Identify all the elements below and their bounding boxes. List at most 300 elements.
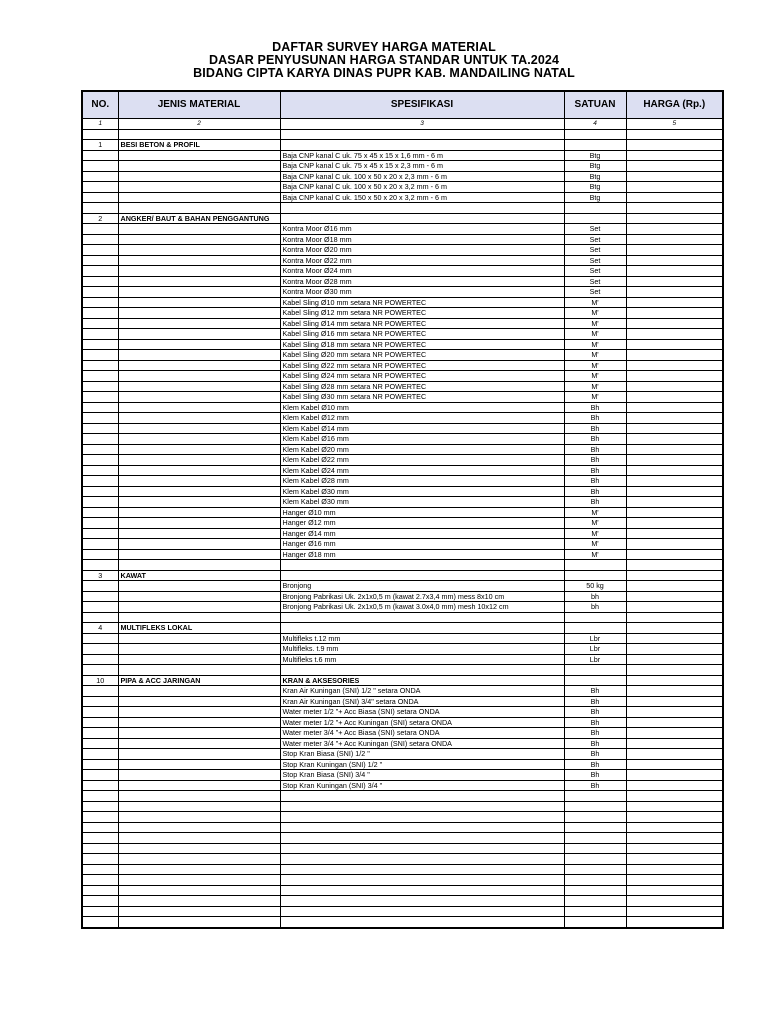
harga-cell	[626, 266, 723, 277]
harga-cell	[626, 896, 723, 907]
satuan-cell	[564, 623, 626, 634]
no-cell	[82, 528, 118, 539]
spesifikasi-cell: Kabel Sling Ø14 mm setara NR POWERTEC	[280, 318, 564, 329]
spesifikasi-cell	[280, 665, 564, 676]
jenis-cell	[118, 875, 280, 886]
table-row	[82, 602, 723, 613]
table-row	[82, 759, 723, 770]
spesifikasi-cell: Baja CNP kanal C uk. 150 x 50 x 20 x 3,2 mm - 6 m	[280, 192, 564, 203]
harga-cell	[626, 801, 723, 812]
harga-cell	[626, 833, 723, 844]
no-cell	[82, 885, 118, 896]
no-cell	[82, 465, 118, 476]
table-row	[82, 350, 723, 361]
satuan-cell: Bh	[564, 696, 626, 707]
no-cell	[82, 402, 118, 413]
spesifikasi-cell	[280, 570, 564, 581]
satuan-cell: M'	[564, 318, 626, 329]
header-no: NO.	[82, 91, 118, 119]
harga-cell	[626, 854, 723, 865]
no-cell	[82, 780, 118, 791]
spesifikasi-cell	[280, 791, 564, 802]
spesifikasi-cell: Baja CNP kanal C uk. 100 x 50 x 20 x 2,3 mm - 6 m	[280, 171, 564, 182]
harga-cell	[626, 287, 723, 298]
harga-cell	[626, 770, 723, 781]
spesifikasi-cell: Stop Kran Kuningan (SNI) 1/2 "	[280, 759, 564, 770]
jenis-cell	[118, 444, 280, 455]
harga-cell	[626, 203, 723, 214]
table-row	[82, 791, 723, 802]
spesifikasi-cell: Stop Kran Biasa (SNI) 3/4 "	[280, 770, 564, 781]
spesifikasi-cell	[280, 906, 564, 917]
spesifikasi-cell: Kran Air Kuningan (SNI) 1/2 " setara ONDA	[280, 686, 564, 697]
jenis-cell	[118, 581, 280, 592]
table-row	[82, 633, 723, 644]
jenis-cell	[118, 360, 280, 371]
jenis-cell	[118, 759, 280, 770]
harga-cell	[626, 549, 723, 560]
satuan-cell: Set	[564, 287, 626, 298]
table-row	[82, 234, 723, 245]
jenis-cell	[118, 654, 280, 665]
table-row	[82, 581, 723, 592]
harga-cell	[626, 350, 723, 361]
harga-cell	[626, 255, 723, 266]
no-cell	[82, 896, 118, 907]
jenis-cell	[118, 896, 280, 907]
no-cell: 4	[82, 623, 118, 634]
jenis-cell	[118, 518, 280, 529]
no-cell	[82, 644, 118, 655]
satuan-cell	[564, 812, 626, 823]
no-cell	[82, 276, 118, 287]
index-cell: 3	[280, 119, 564, 130]
harga-cell	[626, 780, 723, 791]
satuan-cell: Lbr	[564, 633, 626, 644]
jenis-cell	[118, 917, 280, 928]
header-spesifikasi: SPESIFIKASI	[280, 91, 564, 119]
jenis-cell: MULTIFLEKS LOKAL	[118, 623, 280, 634]
no-cell	[82, 854, 118, 865]
no-cell	[82, 822, 118, 833]
table-row	[82, 276, 723, 287]
spesifikasi-cell: Baja CNP kanal C uk. 75 x 45 x 15 x 1,6 mm - 6 m	[280, 150, 564, 161]
no-cell	[82, 833, 118, 844]
harga-cell	[626, 329, 723, 340]
spesifikasi-cell	[280, 875, 564, 886]
jenis-cell	[118, 486, 280, 497]
satuan-cell: M'	[564, 329, 626, 340]
no-cell	[82, 654, 118, 665]
no-cell	[82, 696, 118, 707]
harga-cell	[626, 875, 723, 886]
spesifikasi-cell: Klem Kabel Ø16 mm	[280, 434, 564, 445]
no-cell	[82, 581, 118, 592]
jenis-cell	[118, 203, 280, 214]
spesifikasi-cell: Multifleks t.6 mm	[280, 654, 564, 665]
harga-cell	[626, 539, 723, 550]
jenis-cell	[118, 539, 280, 550]
jenis-cell	[118, 738, 280, 749]
jenis-cell	[118, 423, 280, 434]
no-cell	[82, 413, 118, 424]
harga-cell	[626, 486, 723, 497]
satuan-cell: M'	[564, 371, 626, 382]
jenis-cell	[118, 182, 280, 193]
jenis-cell	[118, 822, 280, 833]
table-row	[82, 801, 723, 812]
harga-cell	[626, 182, 723, 193]
satuan-cell: M'	[564, 392, 626, 403]
table-row	[82, 822, 723, 833]
satuan-cell	[564, 675, 626, 686]
satuan-cell: M'	[564, 539, 626, 550]
no-cell	[82, 843, 118, 854]
jenis-cell	[118, 192, 280, 203]
harga-cell	[626, 444, 723, 455]
satuan-cell: Bh	[564, 402, 626, 413]
no-cell	[82, 308, 118, 319]
satuan-cell	[564, 917, 626, 928]
satuan-cell	[564, 833, 626, 844]
no-cell	[82, 791, 118, 802]
satuan-cell: Lbr	[564, 654, 626, 665]
no-cell	[82, 150, 118, 161]
table-row	[82, 833, 723, 844]
harga-cell	[626, 885, 723, 896]
table-row	[82, 339, 723, 350]
table-row	[82, 434, 723, 445]
table-row	[82, 728, 723, 739]
satuan-cell	[564, 854, 626, 865]
jenis-cell	[118, 245, 280, 256]
jenis-cell	[118, 507, 280, 518]
spesifikasi-cell	[280, 612, 564, 623]
spesifikasi-cell	[280, 833, 564, 844]
table-row	[82, 644, 723, 655]
document-title	[0, 41, 768, 80]
index-cell: 4	[564, 119, 626, 130]
harga-cell	[626, 360, 723, 371]
no-cell	[82, 728, 118, 739]
spesifikasi-cell	[280, 896, 564, 907]
index-cell: 1	[82, 119, 118, 130]
spesifikasi-cell: Hanger Ø18 mm	[280, 549, 564, 560]
jenis-cell: KAWAT	[118, 570, 280, 581]
no-cell	[82, 266, 118, 277]
jenis-cell	[118, 350, 280, 361]
harga-cell	[626, 171, 723, 182]
spesifikasi-cell: Water meter 3/4 "+ Acc Kuningan (SNI) setara ONDA	[280, 738, 564, 749]
section-row	[82, 675, 723, 686]
satuan-cell	[564, 906, 626, 917]
satuan-cell: Bh	[564, 497, 626, 508]
harga-cell	[626, 602, 723, 613]
title-line-2: DASAR PENYUSUNAN HARGA STANDAR UNTUK TA.2024	[208, 53, 560, 67]
harga-cell	[626, 392, 723, 403]
no-cell	[82, 161, 118, 172]
spesifikasi-cell: Stop Kran Kuningan (SNI) 3/4 "	[280, 780, 564, 791]
no-cell	[82, 381, 118, 392]
no-cell	[82, 486, 118, 497]
no-cell: 3	[82, 570, 118, 581]
no-cell	[82, 906, 118, 917]
no-cell	[82, 539, 118, 550]
section-row	[82, 570, 723, 581]
table-row	[82, 266, 723, 277]
jenis-cell	[118, 465, 280, 476]
harga-cell	[626, 213, 723, 224]
table-row	[82, 182, 723, 193]
spesifikasi-cell	[280, 129, 564, 140]
jenis-cell	[118, 644, 280, 655]
no-cell	[82, 392, 118, 403]
index-cell: 2	[118, 119, 280, 130]
table-row	[82, 203, 723, 214]
spesifikasi-cell: Bronjong	[280, 581, 564, 592]
jenis-cell	[118, 728, 280, 739]
table-row	[82, 717, 723, 728]
satuan-cell: M'	[564, 381, 626, 392]
spesifikasi-cell	[280, 213, 564, 224]
satuan-cell: Bh	[564, 434, 626, 445]
table-row	[82, 476, 723, 487]
satuan-cell: M'	[564, 297, 626, 308]
table-row	[82, 455, 723, 466]
harga-cell	[626, 423, 723, 434]
harga-cell	[626, 434, 723, 445]
harga-cell	[626, 150, 723, 161]
harga-cell	[626, 759, 723, 770]
no-cell	[82, 738, 118, 749]
satuan-cell: M'	[564, 549, 626, 560]
table-row	[82, 192, 723, 203]
spesifikasi-cell	[280, 885, 564, 896]
harga-cell	[626, 906, 723, 917]
table-row	[82, 224, 723, 235]
spesifikasi-cell: Hanger Ø16 mm	[280, 539, 564, 550]
jenis-cell	[118, 276, 280, 287]
no-cell	[82, 171, 118, 182]
harga-cell	[626, 633, 723, 644]
table-row	[82, 770, 723, 781]
satuan-cell: Bh	[564, 707, 626, 718]
satuan-cell: Bh	[564, 413, 626, 424]
table-row	[82, 665, 723, 676]
material-price-table	[81, 90, 724, 929]
satuan-cell: Bh	[564, 738, 626, 749]
spesifikasi-cell: Baja CNP kanal C uk. 100 x 50 x 20 x 3,2 mm - 6 m	[280, 182, 564, 193]
spesifikasi-cell: Hanger Ø10 mm	[280, 507, 564, 518]
jenis-cell	[118, 528, 280, 539]
jenis-cell	[118, 318, 280, 329]
no-cell	[82, 497, 118, 508]
jenis-cell	[118, 864, 280, 875]
satuan-cell: Set	[564, 276, 626, 287]
spesifikasi-cell: Kabel Sling Ø24 mm setara NR POWERTEC	[280, 371, 564, 382]
satuan-cell: Bh	[564, 444, 626, 455]
table-row	[82, 329, 723, 340]
harga-cell	[626, 570, 723, 581]
harga-cell	[626, 581, 723, 592]
table-row	[82, 896, 723, 907]
spesifikasi-cell: Water meter 1/2 "+ Acc Kuningan (SNI) setara ONDA	[280, 717, 564, 728]
no-cell: 10	[82, 675, 118, 686]
header-jenis-material: JENIS MATERIAL	[118, 91, 280, 119]
spesifikasi-cell: KRAN & AKSESORIES	[280, 675, 564, 686]
spesifikasi-cell	[280, 822, 564, 833]
harga-cell	[626, 528, 723, 539]
table-row	[82, 560, 723, 571]
jenis-cell	[118, 402, 280, 413]
harga-cell	[626, 276, 723, 287]
no-cell	[82, 759, 118, 770]
harga-cell	[626, 476, 723, 487]
table-row	[82, 780, 723, 791]
harga-cell	[626, 917, 723, 928]
no-cell	[82, 287, 118, 298]
table-row	[82, 885, 723, 896]
spesifikasi-cell	[280, 917, 564, 928]
no-cell	[82, 318, 118, 329]
satuan-cell: Bh	[564, 455, 626, 466]
satuan-cell: Bh	[564, 423, 626, 434]
spesifikasi-cell	[280, 801, 564, 812]
spesifikasi-cell	[280, 140, 564, 151]
harga-cell	[626, 507, 723, 518]
table-row	[82, 413, 723, 424]
jenis-cell: PIPA & ACC JARINGAN	[118, 675, 280, 686]
table-row	[82, 150, 723, 161]
harga-cell	[626, 413, 723, 424]
spesifikasi-cell: Kabel Sling Ø22 mm setara NR POWERTEC	[280, 360, 564, 371]
satuan-cell	[564, 665, 626, 676]
no-cell	[82, 182, 118, 193]
spesifikasi-cell: Kabel Sling Ø28 mm setara NR POWERTEC	[280, 381, 564, 392]
no-cell	[82, 255, 118, 266]
jenis-cell	[118, 770, 280, 781]
no-cell: 2	[82, 213, 118, 224]
harga-cell	[626, 843, 723, 854]
table-row	[82, 707, 723, 718]
harga-cell	[626, 644, 723, 655]
satuan-cell: Lbr	[564, 644, 626, 655]
spesifikasi-cell: Kontra Moor Ø16 mm	[280, 224, 564, 235]
jenis-cell	[118, 455, 280, 466]
table-row	[82, 171, 723, 182]
spesifikasi-cell: Kabel Sling Ø20 mm setara NR POWERTEC	[280, 350, 564, 361]
jenis-cell	[118, 686, 280, 697]
spesifikasi-cell: Kabel Sling Ø12 mm setara NR POWERTEC	[280, 308, 564, 319]
no-cell: 1	[82, 140, 118, 151]
jenis-cell	[118, 413, 280, 424]
no-cell	[82, 875, 118, 886]
jenis-cell	[118, 549, 280, 560]
table-row	[82, 528, 723, 539]
table-row	[82, 696, 723, 707]
satuan-cell	[564, 885, 626, 896]
no-cell	[82, 665, 118, 676]
spesifikasi-cell: Kontra Moor Ø22 mm	[280, 255, 564, 266]
table-row	[82, 161, 723, 172]
no-cell	[82, 549, 118, 560]
harga-cell	[626, 707, 723, 718]
no-cell	[82, 476, 118, 487]
satuan-cell	[564, 129, 626, 140]
table-row	[82, 917, 723, 928]
satuan-cell	[564, 875, 626, 886]
satuan-cell: M'	[564, 528, 626, 539]
jenis-cell: BESI BETON & PROFIL	[118, 140, 280, 151]
jenis-cell	[118, 255, 280, 266]
harga-cell	[626, 245, 723, 256]
table-row	[82, 654, 723, 665]
section-row	[82, 213, 723, 224]
satuan-cell: Set	[564, 266, 626, 277]
satuan-cell: Btg	[564, 161, 626, 172]
harga-cell	[626, 518, 723, 529]
jenis-cell	[118, 476, 280, 487]
spesifikasi-cell: Kontra Moor Ø18 mm	[280, 234, 564, 245]
jenis-cell: ANGKER/ BAUT & BAHAN PENGGANTUNG	[118, 213, 280, 224]
spesifikasi-cell: Kontra Moor Ø30 mm	[280, 287, 564, 298]
harga-cell	[626, 297, 723, 308]
jenis-cell	[118, 906, 280, 917]
harga-cell	[626, 224, 723, 235]
satuan-cell: Set	[564, 224, 626, 235]
jenis-cell	[118, 885, 280, 896]
no-cell	[82, 560, 118, 571]
spesifikasi-cell	[280, 864, 564, 875]
harga-cell	[626, 560, 723, 571]
table-row	[82, 518, 723, 529]
table-row	[82, 318, 723, 329]
harga-cell	[626, 749, 723, 760]
harga-cell	[626, 339, 723, 350]
jenis-cell	[118, 287, 280, 298]
table-row	[82, 612, 723, 623]
satuan-cell	[564, 203, 626, 214]
satuan-cell: M'	[564, 507, 626, 518]
jenis-cell	[118, 633, 280, 644]
no-cell	[82, 329, 118, 340]
satuan-cell: Bh	[564, 686, 626, 697]
spesifikasi-cell	[280, 854, 564, 865]
satuan-cell: bh	[564, 591, 626, 602]
no-cell	[82, 434, 118, 445]
table-row	[82, 843, 723, 854]
satuan-cell	[564, 570, 626, 581]
jenis-cell	[118, 854, 280, 865]
no-cell	[82, 707, 118, 718]
harga-cell	[626, 402, 723, 413]
satuan-cell: Bh	[564, 728, 626, 739]
table-row	[82, 381, 723, 392]
jenis-cell	[118, 150, 280, 161]
spesifikasi-cell: Kabel Sling Ø10 mm setara NR POWERTEC	[280, 297, 564, 308]
jenis-cell	[118, 665, 280, 676]
spesifikasi-cell: Stop Kran Biasa (SNI) 1/2 "	[280, 749, 564, 760]
harga-cell	[626, 612, 723, 623]
table-row	[82, 255, 723, 266]
column-index-row	[82, 119, 723, 130]
satuan-cell	[564, 213, 626, 224]
jenis-cell	[118, 591, 280, 602]
jenis-cell	[118, 392, 280, 403]
no-cell	[82, 350, 118, 361]
harga-cell	[626, 308, 723, 319]
spesifikasi-cell: Kran Air Kuningan (SNI) 3/4" setara ONDA	[280, 696, 564, 707]
